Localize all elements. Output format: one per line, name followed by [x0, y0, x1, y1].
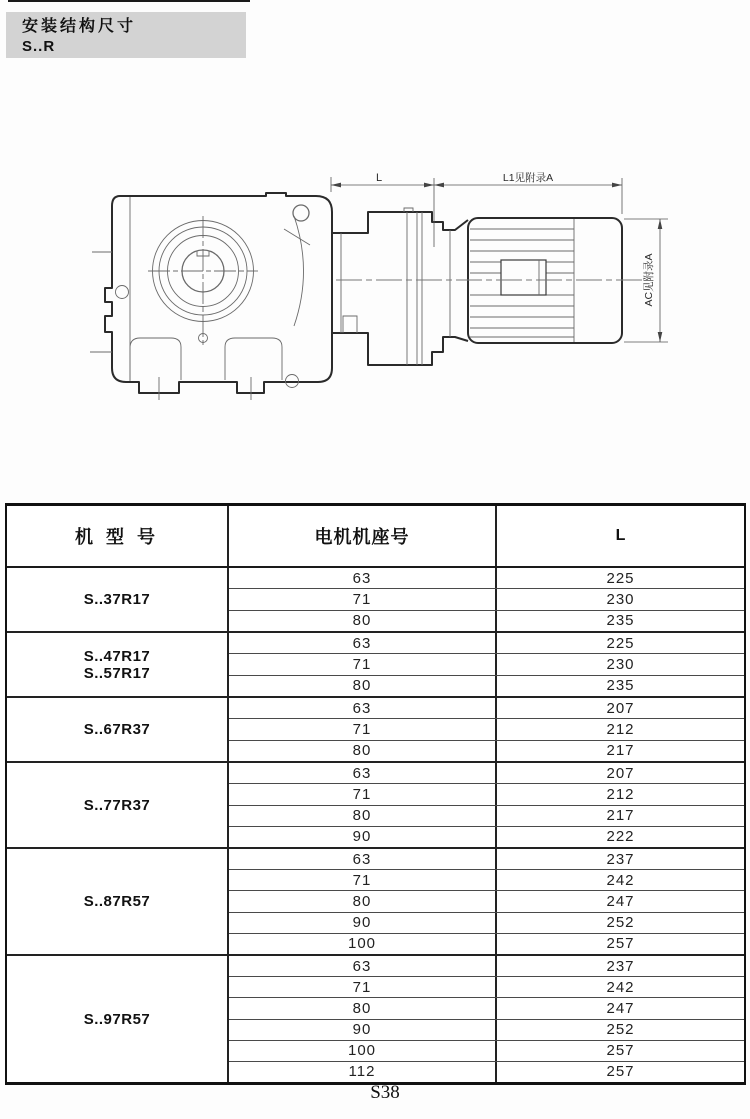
l-dimension-cell: 257	[606, 1042, 635, 1060]
motor-frame-cell: 80	[229, 806, 497, 826]
model-name: S..37R17	[7, 568, 229, 631]
table-row	[229, 698, 744, 719]
motor-frame-cell: 80	[229, 741, 497, 761]
motor-frame-cell: 71	[229, 784, 497, 804]
model-group	[7, 763, 744, 849]
motor-frame-cell: 63	[229, 849, 497, 869]
motor-frame-cell: 63	[229, 698, 497, 718]
l-dimension-cell: 257	[606, 935, 635, 953]
l-dimension-cell: 212	[606, 785, 635, 803]
model-group	[7, 698, 744, 763]
motor-frame-cell: 100	[229, 934, 497, 954]
motor-frame-cell: 71	[229, 589, 497, 609]
col-header-motor-frame: 电机机座号	[229, 506, 497, 566]
table-row	[229, 741, 744, 761]
table-row	[229, 784, 744, 805]
bolt-hole-top	[293, 205, 309, 221]
l-dimension-cell: 225	[606, 569, 635, 587]
dim-label-l1: L1见附录A	[502, 172, 554, 184]
table-row	[229, 1062, 744, 1082]
foot-web-right	[225, 338, 282, 380]
table-row	[229, 633, 744, 654]
table-row	[229, 1041, 744, 1062]
section-header	[6, 12, 246, 58]
section-subtitle: S..R	[22, 38, 56, 55]
group-rows	[229, 568, 744, 631]
dimension-table	[5, 503, 746, 1085]
motor-frame-cell: 63	[229, 956, 497, 976]
table-row	[229, 977, 744, 998]
motor-frame-cell: 80	[229, 676, 497, 696]
gearmotor-technical-drawing	[80, 155, 680, 425]
l-dimension-cell: 225	[606, 634, 635, 652]
motor-frame-cell: 90	[229, 913, 497, 933]
group-rows	[229, 763, 744, 847]
table-row	[229, 827, 744, 847]
motor-frame-cell: 112	[229, 1062, 497, 1082]
model-name: S..97R57	[7, 956, 229, 1082]
top-rule	[8, 0, 250, 2]
motor-frame-cell: 100	[229, 1041, 497, 1061]
foot-web-left	[130, 338, 181, 380]
motor-frame-cell: 90	[229, 1020, 497, 1040]
model-group	[7, 849, 744, 956]
table-body	[7, 568, 744, 1082]
l-dimension-cell: 247	[606, 999, 635, 1017]
motor-frame-cell: 80	[229, 891, 497, 911]
model-name: S..87R57	[7, 849, 229, 954]
l-dimension-cell: 217	[606, 807, 635, 825]
dim-label-ac: AC见附录A	[643, 253, 655, 307]
l-dimension-cell: 217	[606, 742, 635, 760]
bolt-hole-left	[116, 286, 129, 299]
motor-frame-cell: 80	[229, 998, 497, 1018]
dim-label-l: L	[375, 172, 383, 184]
model-name: S..77R37	[7, 763, 229, 847]
bell-arc	[294, 216, 304, 326]
table-row	[229, 654, 744, 675]
model-group	[7, 956, 744, 1082]
l-dimension-cell: 247	[606, 893, 635, 910]
group-rows	[229, 698, 744, 761]
model-name: S..67R37	[7, 698, 229, 761]
motor-frame-cell: 71	[229, 654, 497, 674]
adapter-profile-bottom	[332, 333, 468, 365]
table-row	[229, 849, 744, 870]
l-dimension-cell: 222	[606, 828, 635, 846]
table-row	[229, 1020, 744, 1041]
table-row	[229, 676, 744, 696]
table-row	[229, 611, 744, 631]
group-rows	[229, 956, 744, 1082]
table-row	[229, 956, 744, 977]
section-title: 安装结构尺寸	[22, 18, 137, 35]
motor-frame-cell: 90	[229, 827, 497, 847]
adapter-profile-top	[332, 212, 468, 233]
table-row	[229, 719, 744, 740]
motor-frame-cell: 71	[229, 977, 497, 997]
table-row	[229, 913, 744, 934]
l-dimension-cell: 230	[606, 655, 635, 673]
l-dimension-cell: 252	[606, 1021, 635, 1039]
l-dimension-cell: 237	[606, 850, 635, 868]
l-dimension-cell: 242	[606, 978, 635, 996]
table-header-row	[7, 506, 744, 568]
l-dimension-cell: 230	[606, 590, 635, 608]
col-header-l: L	[615, 527, 626, 544]
table-row	[229, 998, 744, 1019]
page-number: S38	[370, 1082, 400, 1103]
l-dimension-cell: 242	[606, 871, 635, 889]
l-dimension-cell: 212	[606, 720, 635, 738]
table-row	[229, 568, 744, 589]
table-row	[229, 870, 744, 891]
motor-frame-cell: 71	[229, 719, 497, 739]
table-row	[229, 763, 744, 784]
table-row	[229, 891, 744, 912]
l-dimension-cell: 207	[606, 764, 635, 782]
model-group	[7, 568, 744, 633]
motor-frame-cell: 63	[229, 568, 497, 588]
motor-frame-cell: 63	[229, 763, 497, 783]
l-dimension-cell: 257	[606, 1063, 635, 1081]
l-dimension-cell: 207	[606, 699, 635, 717]
table-row	[229, 806, 744, 827]
group-rows	[229, 849, 744, 954]
l-dimension-cell: 237	[606, 957, 635, 975]
motor-frame-cell: 71	[229, 870, 497, 890]
l-dimension-cell: 235	[606, 677, 635, 695]
l-dimension-cell: 235	[606, 612, 635, 630]
group-rows	[229, 633, 744, 696]
table-row	[229, 589, 744, 610]
motor-frame-cell: 80	[229, 611, 497, 631]
table-row	[229, 934, 744, 954]
motor-frame-cell: 63	[229, 633, 497, 653]
model-group	[7, 633, 744, 698]
col-header-model: 机 型 号	[7, 506, 229, 566]
l-dimension-cell: 252	[606, 914, 635, 932]
model-name: S..47R17 S..57R17	[7, 633, 229, 696]
